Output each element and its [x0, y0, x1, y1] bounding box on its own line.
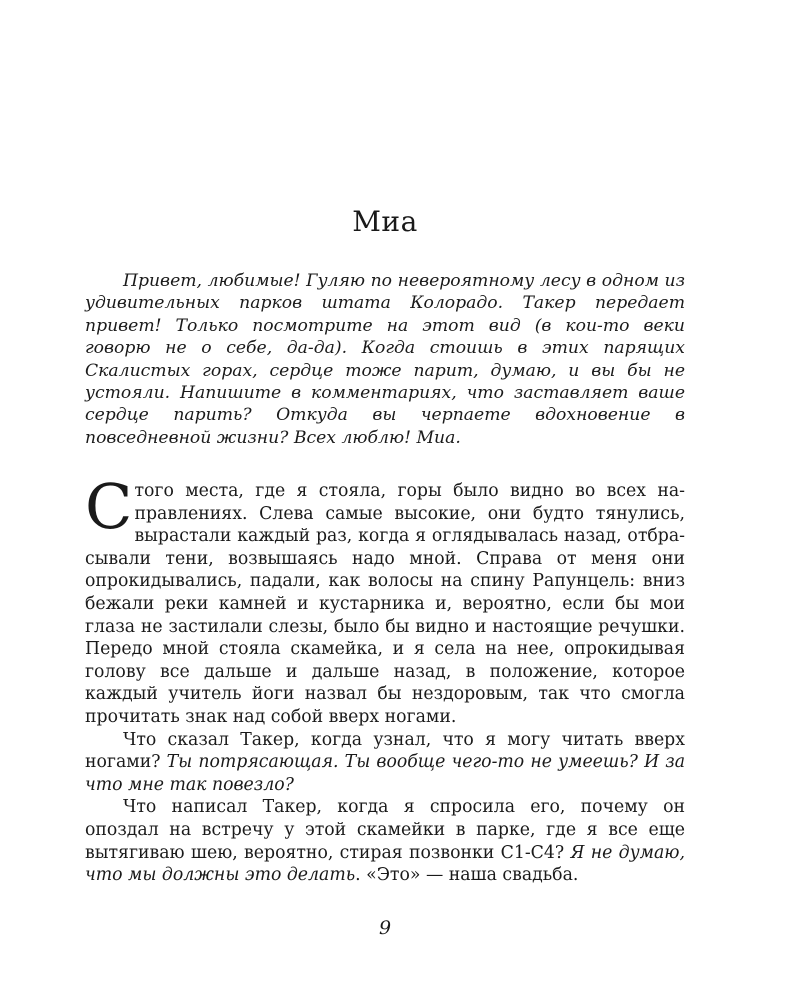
paragraph-3-tail: . «Это» — наша свадьба.	[355, 865, 579, 886]
paragraph-2-text: Что сказал Такер, когда узнал, что я могу читать вверх ногами?	[85, 729, 685, 773]
paragraph-3-italic: Я не думаю, что мы должны это делать	[85, 842, 685, 886]
paragraph-3-text: Что написал Такер, когда я спросила его, почему он опоздал на встречу у этой скамейки в парке, где я все еще вытягиваю шею, вероятно, стирая позвонки С1-С4?	[85, 797, 685, 863]
paragraph-1	[85, 470, 685, 729]
drop-cap: С	[85, 470, 133, 543]
page-number: 9	[378, 917, 392, 939]
epigraph-post: Привет, любимые! Гуляю по невероятному лесу в одном из удивительных парков штата Колорадо. Такер передает привет! Только посмотрите на этот вид (в кои-то веки говорю не о себе, да-да). Когда стоишь в этих парящих Скалистых горах, сердце тоже парит, думаю, и вы бы не устояли. Напишите в комментариях, что заставляет ваше сердце парить? Откуда вы черпаете вдохновение в повседневной жизни? Всех люблю! Миа.	[85, 271, 685, 448]
chapter-title: Миа	[352, 205, 418, 238]
chapter-body	[85, 470, 685, 887]
paragraph-3	[85, 796, 685, 886]
book-page	[85, 0, 685, 1000]
paragraph-2-italic: Ты потрясающая. Ты вообще чего-то не умеешь? И за что мне так повезло?	[85, 752, 685, 795]
paragraph-2	[85, 729, 685, 797]
paragraph-1-text: того места, где я стояла, горы было видно во всех направлениях. Слева самые высокие, они будто тянулись, вырастали каждый раз, когда я оглядывалась назад, отбрасывали тени, возвышаясь надо мной. Справа от меня они опрокидывались, падали, как волосы на спину Рапунцель: вниз бежали реки камней и кустарника и, вероятно, если бы мои глаза не застилали слезы, было бы видно и настоящие речушки. Передо мной стояла скамейка, и я села на нее, опрокидывая голову все дальше и дальше назад, в положение, которое каждый учитель йоги назвал бы нездоровым, так что смогла прочитать знак над собой вверх ногами.	[85, 481, 685, 727]
